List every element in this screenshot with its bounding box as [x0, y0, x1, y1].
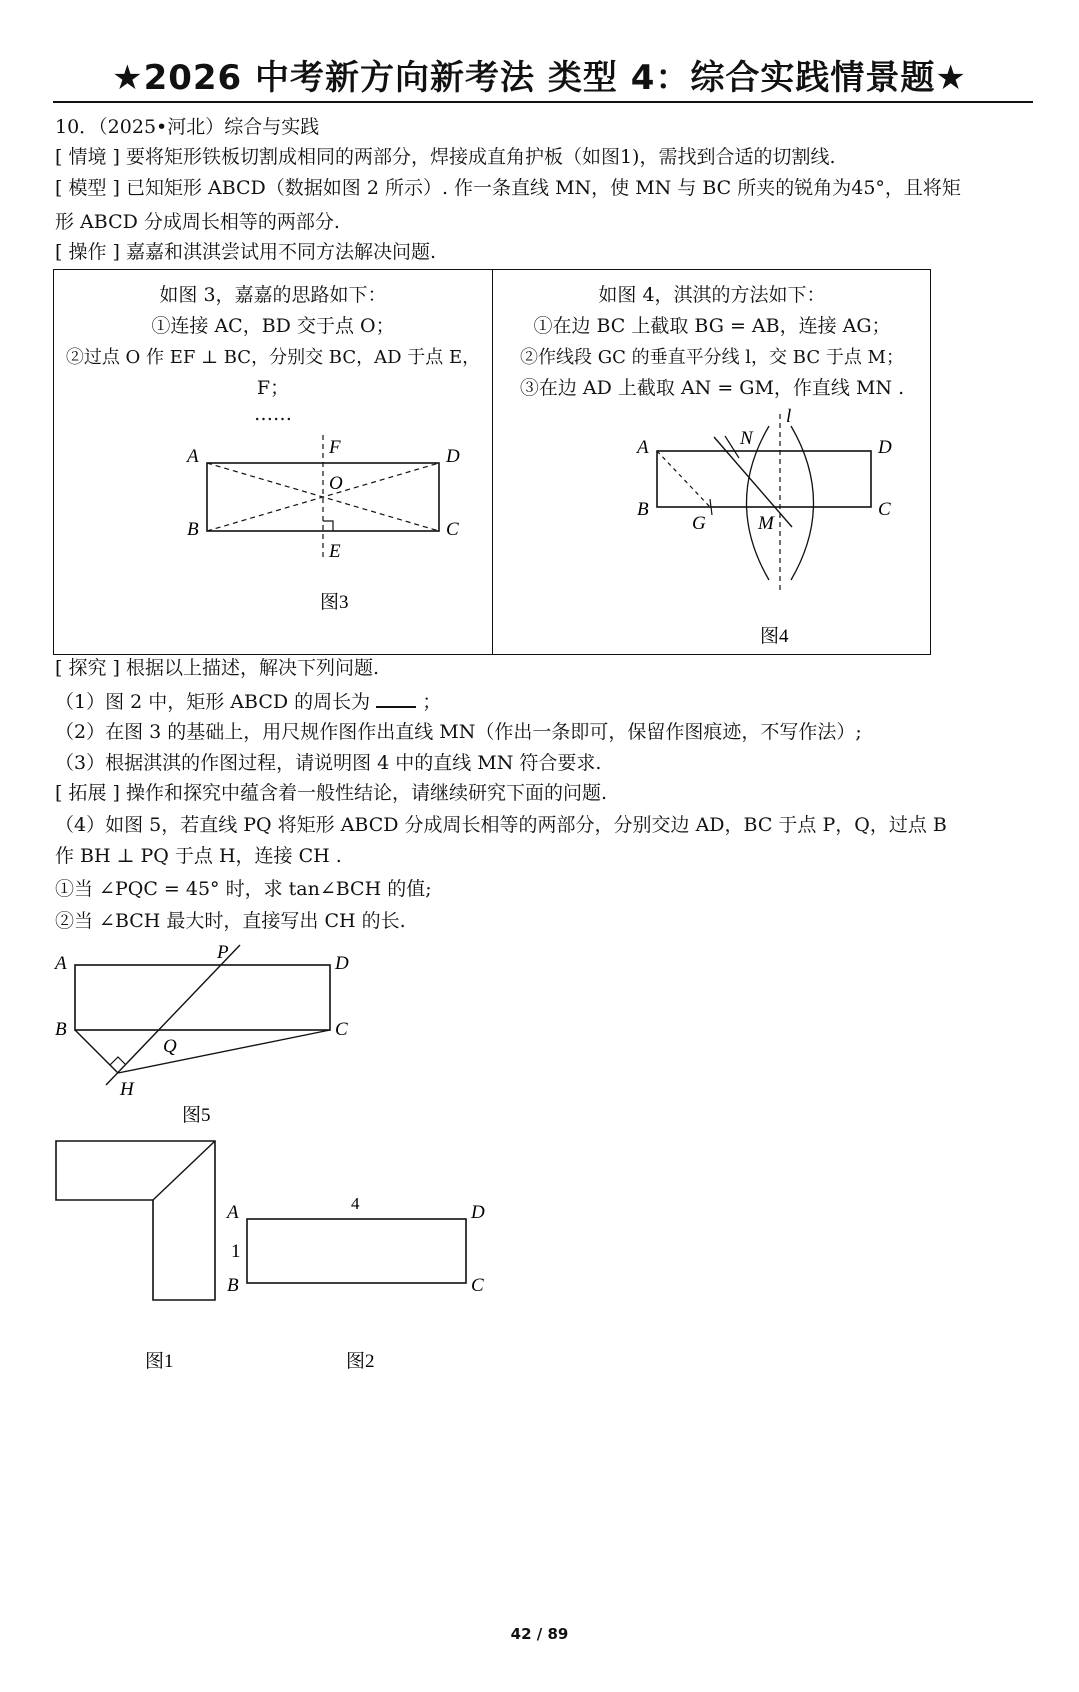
fig1-l-shape — [56, 1141, 215, 1300]
fig2-rectangle — [247, 1219, 466, 1283]
fig5-line-pq — [106, 945, 240, 1085]
question-4-part-a: ①当 ∠PQC = 45° 时，求 tan∠BCH 的值; — [55, 878, 432, 900]
qiqi-line: ②作线段 GC 的垂直平分线 l，交 BC 于点 M； — [519, 347, 904, 368]
fig4-arc-right — [791, 426, 814, 580]
question-1 — [55, 688, 441, 715]
question-4-part-b: ②当 ∠BCH 最大时，直接写出 CH 的长. — [55, 910, 406, 932]
fig4-label-c: C — [878, 499, 891, 520]
fig4-arc-n — [725, 436, 739, 458]
question-4-line-2: 作 BH ⊥ PQ 于点 H，连接 CH . — [55, 845, 342, 867]
fig2-label-c: C — [471, 1275, 484, 1296]
fig3-label-d: D — [446, 446, 460, 467]
jiajia-line: …… — [254, 403, 292, 425]
fig4-label-n: N — [740, 428, 753, 449]
question-4-line-1: （4）如图 5，若直线 PQ 将矩形 ABCD 分成周长相等的两部分，分别交边 AD，BC 于点 P，Q，过点 B — [55, 814, 947, 836]
fig4-arc-left — [747, 426, 770, 580]
fig5-label-q: Q — [163, 1036, 177, 1057]
fig5-label-b: B — [55, 1019, 67, 1040]
method-table — [53, 269, 931, 655]
fig3-label-a: A — [187, 446, 199, 467]
fig4-caption: 图4 — [760, 626, 789, 647]
model-text-2: 形 ABCD 分成周长相等的两部分. — [55, 211, 340, 233]
fig2-label-d: D — [471, 1202, 485, 1223]
fig2-label-b: B — [227, 1275, 239, 1296]
qiqi-line: 如图 4，淇淇的方法如下： — [598, 284, 826, 306]
page-title: ★2026 中考新方向新考法 类型 4：综合实践情景题★ — [112, 58, 967, 98]
fig5-caption: 图5 — [182, 1105, 211, 1125]
fig5-label-a: A — [55, 953, 67, 974]
qiqi-line: ①在边 BC 上截取 BG = AB，连接 AG； — [533, 315, 891, 337]
jiajia-line: 如图 3，嘉嘉的思路如下： — [159, 284, 387, 306]
jiajia-line: ②过点 O 作 EF ⊥ BC，分别交 BC，AD 于点 E， — [65, 347, 481, 368]
figure-4 — [574, 402, 914, 652]
fig3-label-c: C — [446, 519, 459, 540]
jiajia-method — [54, 280, 492, 424]
fig4-label-a: A — [637, 437, 649, 458]
figure-5 — [50, 935, 350, 1125]
fig2-caption: 图2 — [346, 1351, 375, 1372]
explore-intro: [ 探究 ] 根据以上描述，解决下列问题. — [55, 657, 379, 679]
fig4-label-l: l — [786, 406, 792, 427]
jiajia-line: F； — [256, 377, 290, 399]
page-number: 42 / 89 — [510, 1625, 569, 1643]
question-1-text: （1）图 2 中，矩形 ABCD 的周长为 — [55, 691, 371, 713]
model-text-1: [ 模型 ] 已知矩形 ABCD（数据如图 2 所示）. 作一条直线 MN，使 MN 与 BC 所夹的锐角为45°，且将矩 — [55, 177, 961, 199]
fig4-label-g: G — [692, 513, 706, 534]
fig2-label-a: A — [227, 1202, 239, 1223]
fig2-length-label: 4 — [351, 1194, 360, 1213]
extend-text: [ 拓展 ] 操作和探究中蕴含着一般性结论，请继续研究下面的问题. — [55, 782, 607, 804]
fig4-label-d: D — [878, 437, 892, 458]
fig4-rectangle — [657, 451, 871, 507]
fig5-segment-ch — [118, 1030, 330, 1073]
title-divider — [53, 101, 1033, 103]
fig3-caption: 图3 — [320, 592, 349, 613]
fig3-label-e: E — [329, 541, 341, 562]
fig5-label-c: C — [335, 1019, 348, 1040]
fig4-label-m: M — [758, 513, 774, 534]
jiajia-line: ①连接 AC，BD 交于点 O； — [151, 315, 395, 337]
fig3-label-o: O — [329, 473, 343, 494]
fig1-caption: 图1 — [145, 1351, 174, 1372]
qiqi-method — [493, 280, 931, 404]
fig1-weld-line — [153, 1141, 215, 1200]
context-text: [ 情境 ] 要将矩形铁板切割成相同的两部分，焊接成直角护板（如图1)，需找到合适的切割线. — [55, 146, 836, 168]
fig3-label-b: B — [187, 519, 199, 540]
figure-2 — [220, 1185, 510, 1375]
fig5-label-d: D — [335, 953, 349, 974]
fig5-rectangle — [75, 965, 330, 1030]
fig5-label-p: P — [217, 942, 229, 963]
fig2-width-label: 1 — [231, 1241, 241, 1262]
figure-3 — [124, 430, 464, 650]
figure-1 — [50, 1135, 220, 1375]
fig4-label-b: B — [637, 499, 649, 520]
question-2: （2）在图 3 的基础上，用尺规作图作出直线 MN（作出一条即可，保留作图痕迹，不写作法）; — [55, 721, 862, 743]
fig3-right-angle — [323, 521, 333, 531]
fig5-label-h: H — [120, 1079, 134, 1100]
problem-number: 10．（2025•河北）综合与实践 — [55, 116, 320, 138]
question-1-suffix: ； — [422, 691, 442, 713]
operate-text: [ 操作 ] 嘉嘉和淇淇尝试用不同方法解决问题. — [55, 241, 436, 263]
answer-blank[interactable] — [376, 688, 416, 708]
fig3-label-f: F — [329, 437, 341, 458]
fig5-segment-bh — [75, 1030, 118, 1073]
fig4-segment-ag — [657, 451, 710, 507]
question-3: （3）根据淇淇的作图过程，请说明图 4 中的直线 MN 符合要求. — [55, 752, 602, 774]
qiqi-line: ③在边 AD 上截取 AN = GM，作直线 MN . — [519, 377, 905, 399]
fig5-right-angle — [110, 1057, 126, 1065]
